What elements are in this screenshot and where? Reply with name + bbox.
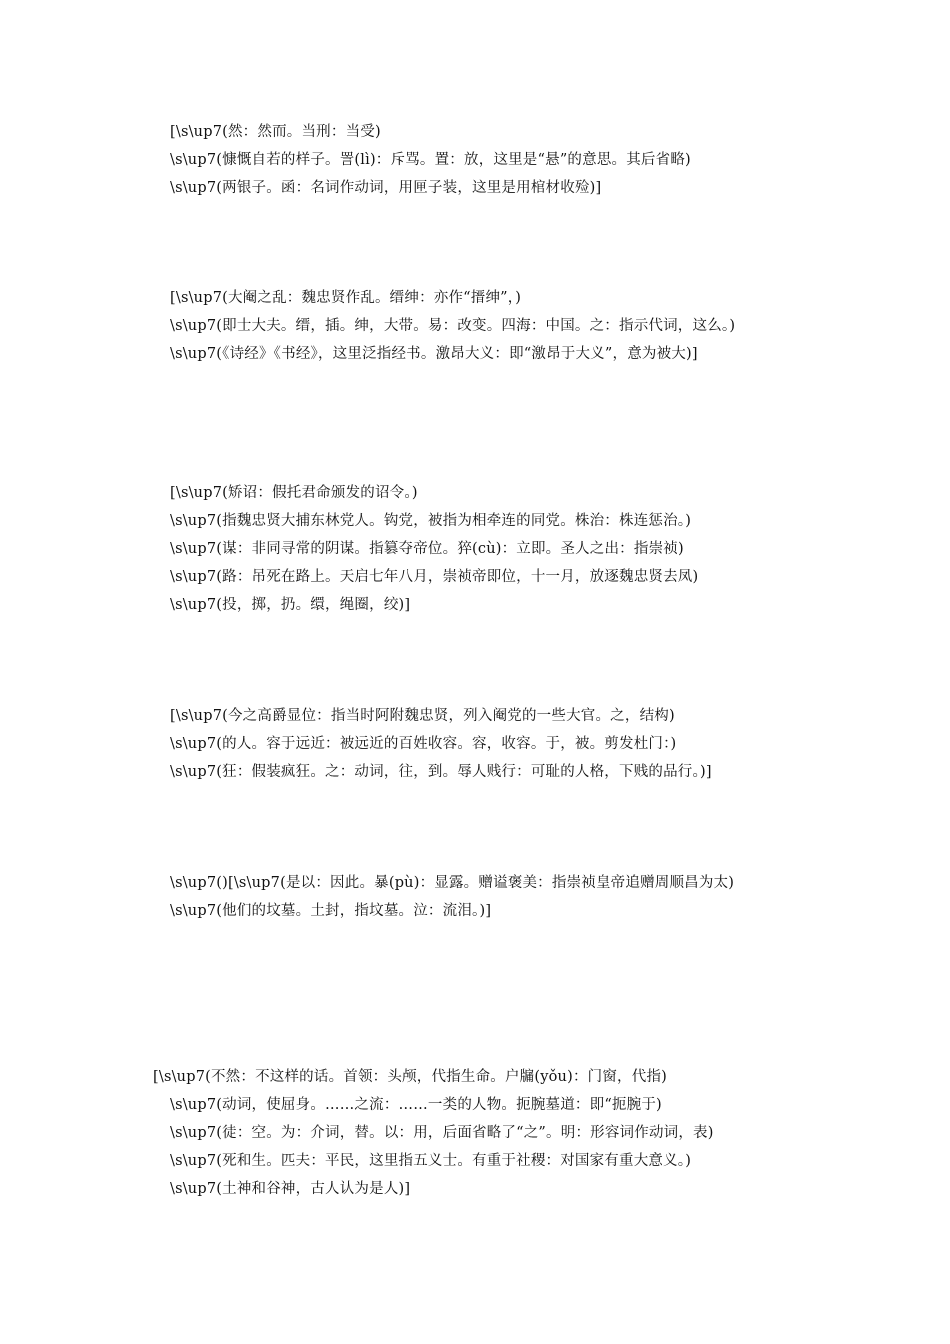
note-line: [\s\up7(大阉之乱：魏忠贤作乱。缙绅：亦作“搢绅”，) xyxy=(170,290,522,306)
note-line: \s\up7(路：吊死在路上。天启七年八月，崇祯帝即位，十一月，放逐魏忠贤去凤) xyxy=(170,569,699,585)
note-line: \s\up7(投，掷，扔。缳，绳圈，绞)] xyxy=(170,597,411,613)
note-line: [\s\up7(今之高爵显位：指当时阿附魏忠贤，列入阉党的一些大官。之，结构) xyxy=(170,708,675,724)
note-line: \s\up7(他们的坟墓。土封，指坟墓。泣：流泪。)] xyxy=(170,903,492,919)
note-line: \s\up7(动词，使屈身。……之流：……一类的人物。扼腕墓道：即“扼腕于) xyxy=(170,1097,662,1113)
note-line: \s\up7(狂：假装疯狂。之：动词，往，到。辱人贱行：可耻的人格，下贱的品行。)] xyxy=(170,764,712,780)
note-line: \s\up7(死和生。匹夫：平民，这里指五义士。有重于社稷：对国家有重大意义。) xyxy=(170,1153,692,1169)
note-line: \s\up7(的人。容于远近：被远近的百姓收容。容，收容。于，被。剪发杜门：) xyxy=(170,736,677,752)
note-line: \s\up7(《诗经》《书经》，这里泛指经书。激昂大义：即“激昂于大义”，意为被大)] xyxy=(170,346,698,362)
note-line: \s\up7(即士大夫。缙，插。绅，大带。易：改变。四海：中国。之：指示代词，这么。) xyxy=(170,318,736,334)
note-line: \s\up7(土神和谷神，古人认为是人)] xyxy=(170,1181,411,1197)
note-line: \s\up7()[\s\up7(是以：因此。暴(pù)：显露。赠谥褒美：指崇祯皇帝追赠周顺昌为太) xyxy=(170,875,735,891)
note-line: [\s\up7(然：然而。当刑：当受) xyxy=(170,124,381,140)
note-line: \s\up7(徒：空。为：介词，替。以：用，后面省略了“之”。明：形容词作动词，表) xyxy=(170,1125,714,1141)
note-line: [\s\up7(不然：不这样的话。首领：头颅，代指生命。户牖(yǒu)：门窗，代指) xyxy=(153,1069,667,1085)
note-line: \s\up7(慷慨自若的样子。詈(lì)：斥骂。置：放，这里是“悬”的意思。其后省略) xyxy=(170,152,691,168)
note-line: \s\up7(谋：非同寻常的阴谋。指篡夺帝位。猝(cù)：立即。圣人之出：指崇祯) xyxy=(170,541,684,557)
note-line: \s\up7(两银子。函：名词作动词，用匣子装，这里是用棺材收殓)] xyxy=(170,180,602,196)
note-line: \s\up7(指魏忠贤大捕东林党人。钩党，被指为相牵连的同党。株治：株连惩治。) xyxy=(170,513,692,529)
note-line: [\s\up7(矫诏：假托君命颁发的诏令。) xyxy=(170,485,418,501)
